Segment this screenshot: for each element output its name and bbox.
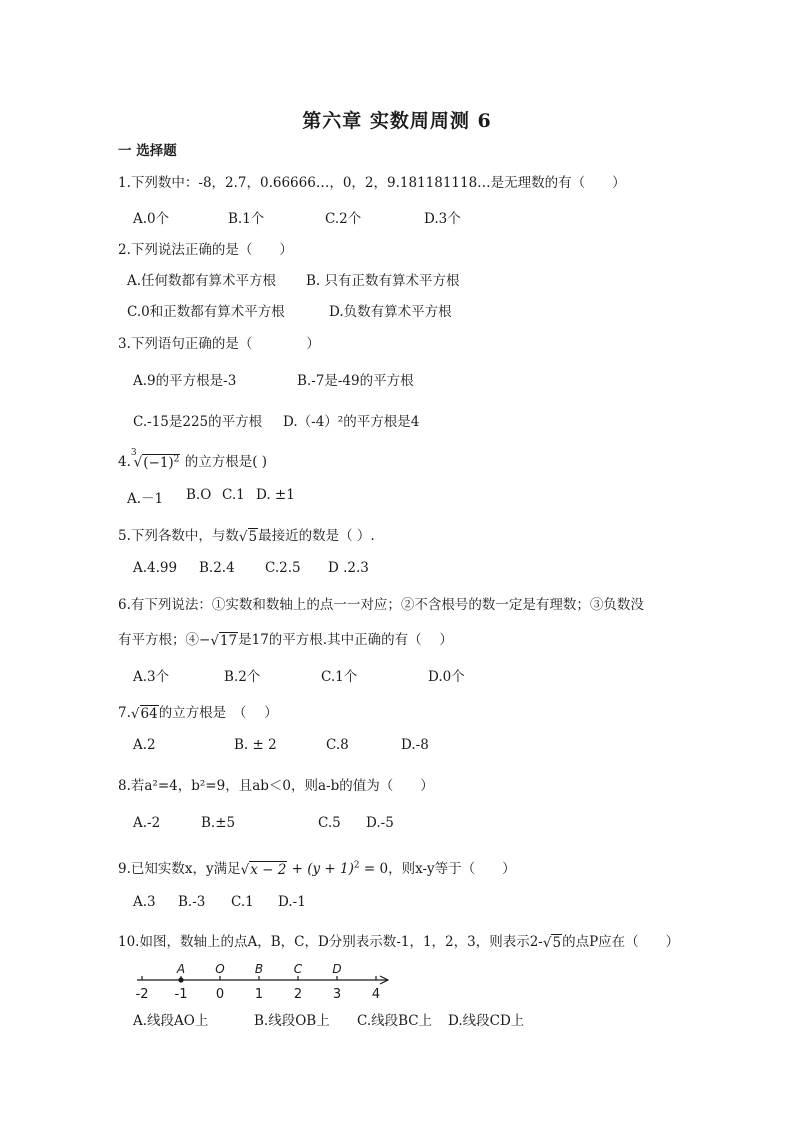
question-2-option-a: A.任何数都有算术平方根	[127, 273, 277, 289]
question-9-option-b: B.-3	[178, 894, 206, 910]
question-6-option-d: D.0个	[428, 669, 465, 685]
question-5-option-b: B.2.4	[199, 560, 235, 576]
question-10-option-a: A.线段AO上	[133, 1013, 209, 1029]
question-3-option-b: B.-7是-49的平方根	[297, 373, 414, 389]
square-root-expression: √x − 2	[240, 861, 287, 878]
question-3-option-a: A.9的平方根是-3	[133, 373, 237, 389]
question-4-option-c: C.1	[222, 487, 245, 503]
question-5-option-a: A.4.99	[133, 560, 178, 576]
question-8-option-c: C.5	[318, 815, 341, 831]
question-6-option-c: C.1个	[321, 669, 358, 685]
question-5-stem	[118, 524, 375, 545]
question-4-exponent: 2	[173, 454, 180, 465]
question-4-option-b: B.O	[186, 487, 212, 503]
question-7-radicand: 64	[140, 705, 158, 722]
question-8-option-d: D.-5	[366, 815, 394, 831]
tick-label: 4	[371, 987, 381, 1002]
question-5-option-d: D .2.3	[328, 560, 369, 576]
square-root-expression: √5	[238, 528, 258, 545]
question-10-prefix: 10.如图，数轴上的点A，B，C，D分别表示数-1，1，2，3，则表示2-	[118, 934, 543, 950]
question-8-option-b: B.±5	[201, 815, 236, 831]
question-9-exponent: 2	[353, 860, 360, 871]
point-a-dot	[178, 977, 183, 982]
question-5-prefix: 5.下列各数中，与数	[118, 528, 239, 544]
question-6-line-2	[118, 628, 453, 649]
section-heading: 一 选择题	[118, 143, 177, 159]
question-7-stem	[118, 701, 278, 722]
question-4-stem	[118, 450, 267, 471]
question-10-suffix: 的点P应在（ ）	[562, 934, 680, 950]
number-line-figure	[125, 958, 405, 1004]
question-9-suffix: ，则x-y等于（ ）	[388, 861, 516, 877]
question-9-equals: = 0	[359, 861, 389, 877]
question-7-option-a: A.2	[133, 737, 156, 753]
question-3-option-d: D.（-4）²的平方根是4	[283, 414, 420, 430]
tick-label: -1	[174, 987, 188, 1002]
question-4-prefix: 4.	[118, 454, 131, 470]
question-9-radicand: x − 2	[250, 861, 287, 878]
question-10-option-c: C.线段BC上	[357, 1013, 433, 1029]
question-2-stem: 2.下列说法正确的是（ ）	[118, 242, 293, 258]
question-5-option-c: C.2.5	[265, 560, 301, 576]
question-5-suffix: 最接近的数是（ ）.	[258, 528, 375, 544]
square-root-expression: √64	[130, 705, 158, 722]
question-1-option-b: B.1个	[228, 211, 265, 227]
question-1-stem: 1.下列数中：-8，2.7，0.66666…，0，2，9.181181118…是无理数的有（ ）	[118, 175, 626, 191]
question-9-option-a: A.3	[133, 894, 156, 910]
point-label: O	[215, 962, 225, 976]
question-4-radicand: (−1)	[143, 454, 174, 471]
tick-label: 1	[254, 987, 264, 1002]
tick-label: 0	[215, 987, 225, 1002]
question-6-minus-sign: −	[199, 632, 211, 648]
question-7-option-d: D.-8	[401, 737, 429, 753]
question-3-option-c: C.-15是225的平方根	[133, 414, 263, 430]
question-1-option-c: C.2个	[325, 211, 362, 227]
question-2-option-d: D.负数有算术平方根	[329, 304, 452, 320]
question-8-option-a: A.-2	[133, 815, 161, 831]
cube-root-expression: $√(-1)^2$	[133, 454, 180, 471]
question-2-option-b: B. 只有正数有算术平方根	[306, 273, 460, 289]
question-9-option-c: C.1	[231, 894, 254, 910]
question-1-option-d: D.3个	[424, 211, 461, 227]
question-7-option-c: C.8	[326, 737, 349, 753]
question-10-option-b: B.线段OB上	[254, 1013, 330, 1029]
question-6-line-2-suffix: 是17的平方根.其中正确的有（ ）	[238, 632, 453, 648]
question-7-option-b: B. ± 2	[234, 737, 277, 753]
question-4-option-d: D. ±1	[256, 487, 295, 503]
question-6-line-1: 6.有下列说法：①实数和数轴上的点一一对应；②不含根号的数一定是有理数；③负数没	[118, 597, 644, 613]
question-9-prefix: 9.已知实数x，y满足	[118, 861, 241, 877]
question-9-squared-term: + (y + 1)	[287, 861, 354, 877]
point-label: C	[293, 962, 303, 976]
question-8-stem: 8.若a²=4，b²=9，且ab＜0，则a-b的值为（ ）	[118, 778, 434, 794]
square-root-expression: √17	[210, 632, 238, 649]
question-4-suffix: 的立方根是( )	[180, 454, 268, 470]
question-9-option-d: D.-1	[278, 894, 306, 910]
tick-label: 2	[293, 987, 303, 1002]
question-4-option-a: A.－1	[127, 491, 164, 507]
question-2-option-c: C.0和正数都有算术平方根	[127, 304, 285, 320]
point-label: B	[254, 962, 264, 976]
tick-label: -2	[135, 987, 149, 1002]
question-6-option-a: A.3个	[133, 669, 170, 685]
question-3-stem: 3.下列语句正确的是（ ）	[118, 336, 320, 352]
question-6-radicand: 17	[219, 632, 238, 649]
question-1-option-a: A.0个	[133, 211, 170, 227]
tick-label: 3	[332, 987, 342, 1002]
question-7-suffix: 的立方根是 （ ）	[158, 705, 278, 721]
question-10-stem	[118, 930, 679, 951]
question-10-option-d: D.线段CD上	[448, 1013, 525, 1029]
question-6-line-2-prefix: 有平方根；④	[118, 632, 199, 648]
page-title: 第六章 实数周周测 6	[302, 110, 492, 132]
question-5-radicand: 5	[248, 528, 258, 545]
question-6-option-b: B.2个	[224, 669, 261, 685]
square-root-expression: √5	[542, 934, 562, 951]
question-7-prefix: 7.	[118, 705, 131, 721]
question-4-root-index: 3	[130, 448, 137, 458]
number-line-points	[176, 962, 342, 976]
question-9-stem	[118, 857, 516, 878]
point-label: A	[176, 962, 186, 976]
question-10-radicand: 5	[552, 934, 562, 951]
point-label: D	[332, 962, 342, 976]
